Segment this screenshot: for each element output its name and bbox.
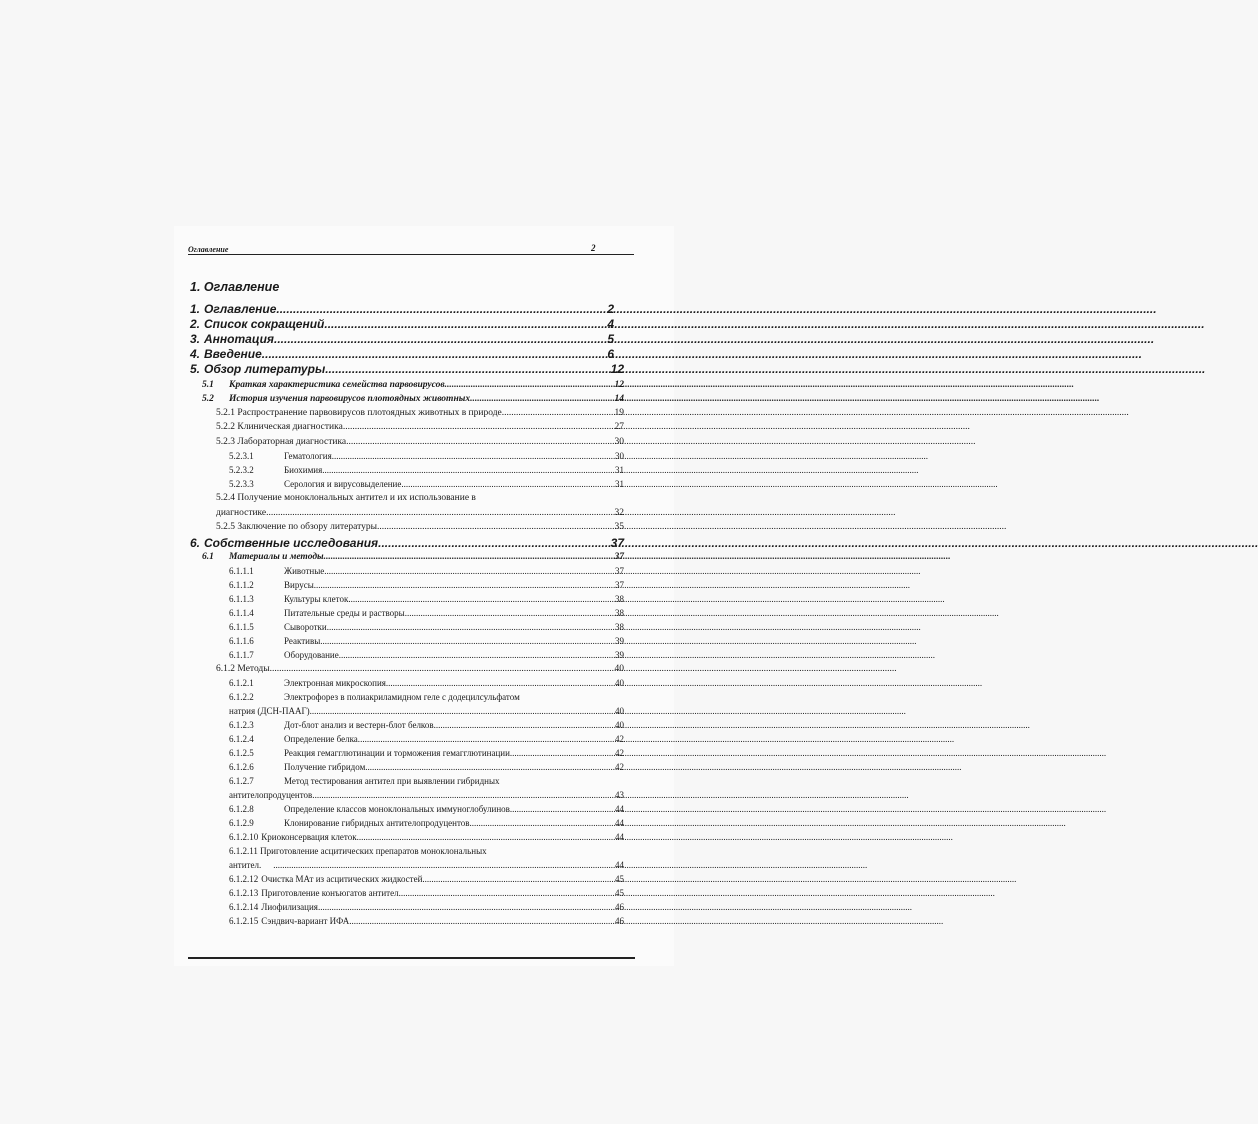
toc-entry[interactable]: 6.1.1.7 Оборудование. ..... 39 — [229, 649, 624, 662]
toc-entry[interactable]: антител. ..... 44 — [229, 859, 624, 872]
toc-entry[interactable]: натрия (ДСН-ПААГ). ..... 40 — [229, 705, 624, 718]
running-header-title: Оглавление — [188, 245, 229, 254]
toc-entry[interactable]: 6.1.2.15 Сэндвич-вариант ИФА ..... 46 — [229, 915, 624, 928]
toc-entry[interactable]: 5.2.5 Заключение по обзору литературы. ..... 35 — [216, 521, 624, 534]
toc-entry[interactable]: 6.1.2.10 Криоконсервация клеток. ..... 44 — [229, 831, 624, 844]
toc-entry[interactable]: 6.1.2.8 Определение классов моноклональных иммуноглобулинов. ..... 44 — [229, 803, 624, 816]
toc-entry[interactable]: 6.1.1.5 Сыворотки ..... 38 — [229, 621, 624, 634]
toc-entry[interactable]: 5.2.3.2 Биохимия. ..... 31 — [229, 464, 624, 477]
toc-entry[interactable]: 5.2.2 Клиническая диагностика ..... 27 — [216, 421, 624, 434]
footer-rule — [188, 957, 635, 959]
toc-entry[interactable]: 5.2.3 Лабораторная диагностика. ..... 30 — [216, 436, 624, 449]
toc-heading: 1. Оглавление — [190, 280, 280, 294]
toc-entry-line1[interactable]: 6.1.2.2 Электрофорез в полиакриламидном геле с додецилсульфатом — [229, 692, 520, 702]
toc-entry-line1[interactable]: 5.2.4 Получение моноклональных антител и их использование в — [216, 493, 476, 503]
page-number: 2 — [591, 243, 596, 253]
toc-entry[interactable]: диагностике. ..... 32 — [216, 507, 624, 520]
toc-entry[interactable]: 6.1.1.1 Животные. ..... 37 — [229, 565, 624, 578]
toc-entry[interactable]: 6.1 Материалы и методы ..... 37 — [202, 551, 624, 564]
toc-entry[interactable]: 6.1.2.13 Приготовление конъюгатов антител. ..... 45 — [229, 887, 624, 900]
toc-entry[interactable]: 5.1 Краткая характеристика семейства парвовирусов. ..... 12 — [202, 379, 624, 392]
toc-entry[interactable]: 5.2.3.3 Серология и вирусовыделение. ..... 31 — [229, 478, 624, 491]
toc-entry[interactable]: 5. Обзор литературы ..... 12 — [190, 362, 624, 377]
toc-entry[interactable]: 3. Аннотация ..... 5 — [190, 332, 614, 347]
toc-entry[interactable]: 6.1.2.14 Лиофилизация ..... 46 — [229, 901, 624, 914]
toc-entry[interactable]: 6.1.1.4 Питательные среды и растворы ..... 38 — [229, 607, 624, 620]
toc-entry[interactable]: 6.1.1.2 Вирусы. ..... 37 — [229, 579, 624, 592]
toc-entry[interactable]: 6. Собственные исследования ..... 37 — [190, 536, 624, 551]
toc-entry[interactable]: 6.1.2.9 Клонирование гибридных антителопродуцентов. ..... 44 — [229, 817, 624, 830]
toc-entry[interactable]: 6.1.2.5 Реакция гемагглютинации и торможения гемагглютинации. ..... 42 — [229, 747, 624, 760]
toc-entry-line1[interactable]: 6.1.2.11 Приготовление асцитических препаратов моноклональных — [229, 846, 487, 856]
toc-entry[interactable]: 2. Список сокращений ..... 4 — [190, 317, 614, 332]
toc-entry[interactable]: 6.1.2.3 Дот-блот анализ и вестерн-блот белков. ..... 40 — [229, 719, 624, 732]
toc-entry[interactable]: 6.1.1.3 Культуры клеток. ..... 38 — [229, 593, 624, 606]
toc-entry[interactable]: 6.1.2.12 Очистка МАт из асцитических жидкостей ..... 45 — [229, 873, 624, 886]
toc-entry[interactable]: 5.2.3.1 Гематология. ..... 30 — [229, 450, 624, 463]
toc-entry[interactable]: 6.1.1.6 Реактивы. ..... 39 — [229, 635, 624, 648]
toc-entry[interactable]: 6.1.2.4 Определение белка. ..... 42 — [229, 733, 624, 746]
toc-entry[interactable]: антителопродуцентов. ..... 43 — [229, 789, 624, 802]
toc-entry[interactable]: 6.1.2.1 Электронная микроскопия. ..... 40 — [229, 677, 624, 690]
toc-entry[interactable]: 4. Введение ..... 6 — [190, 347, 614, 362]
toc-entry[interactable]: 5.2 История изучения парвовирусов плотоядных животных. ..... 14 — [202, 393, 624, 406]
toc-entry-line1[interactable]: 6.1.2.7 Метод тестирования антител при выявлении гибридных — [229, 776, 500, 786]
toc-entry[interactable]: 6.1.2.6 Получение гибридом. ..... 42 — [229, 761, 624, 774]
toc-entry[interactable]: 6.1.2 Методы ..... 40 — [216, 663, 624, 676]
toc-entry[interactable]: 1. Оглавление ..... 2 — [190, 302, 614, 317]
toc-entry[interactable]: 5.2.1 Распространение парвовирусов плотоядных животных в природе ..... 19 — [216, 407, 624, 420]
